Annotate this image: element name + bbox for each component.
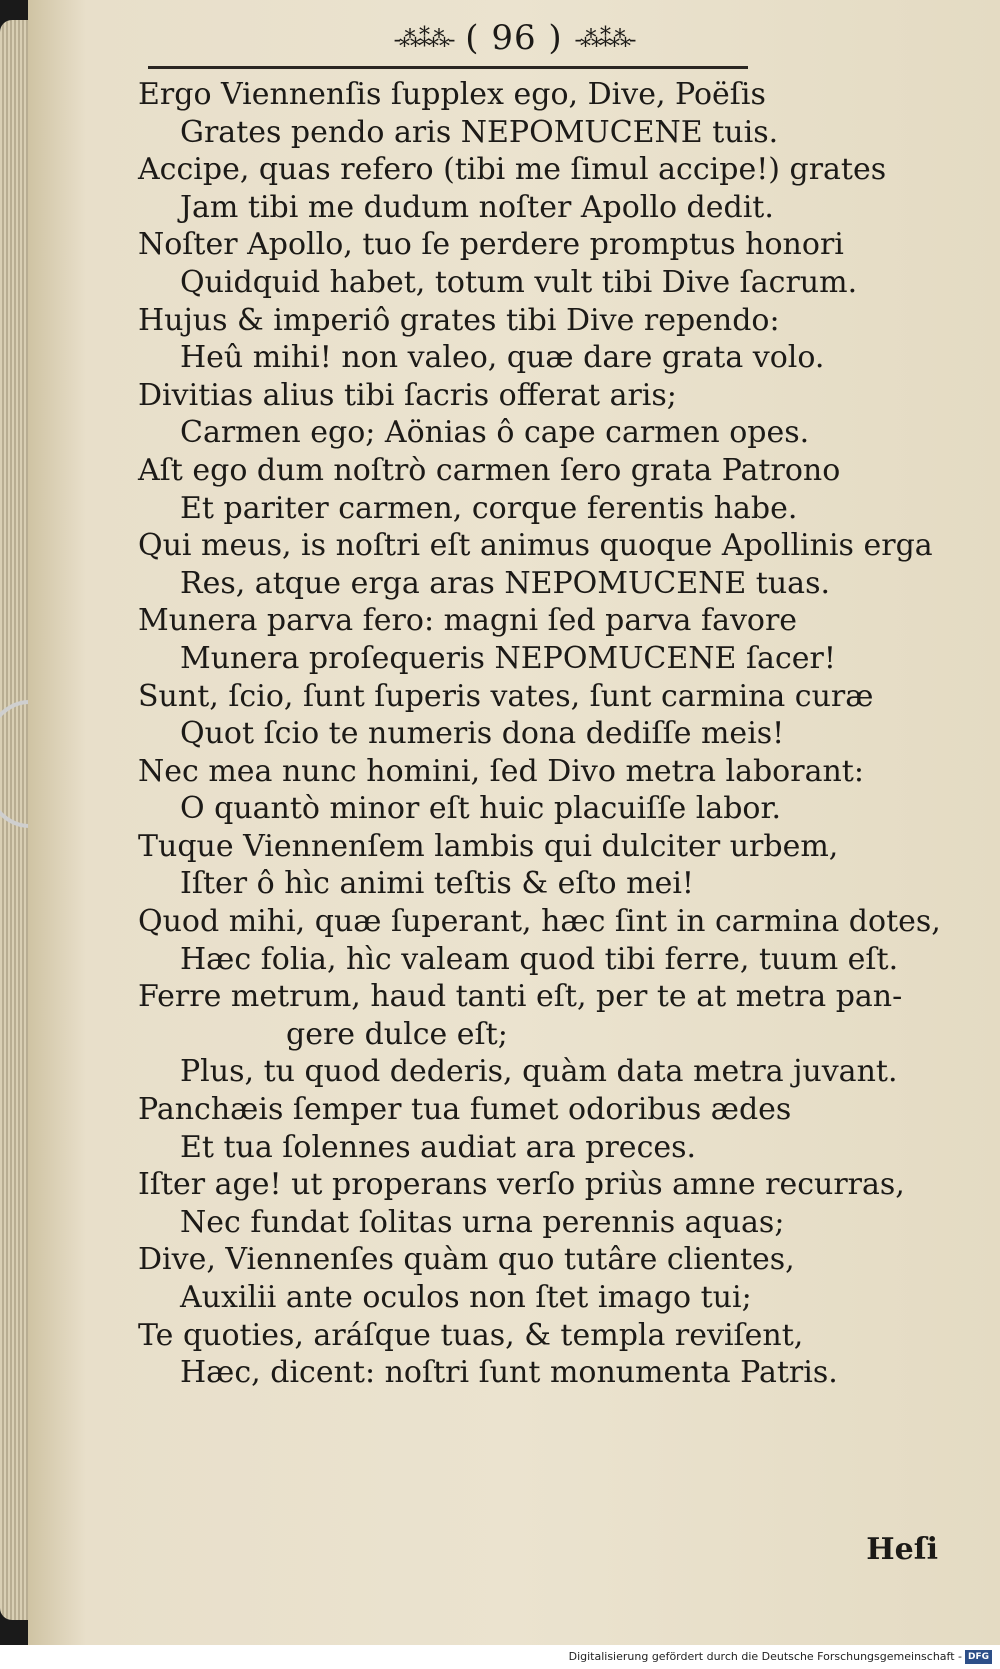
header-ornament-right: -⁂⁑⁂- — [574, 27, 635, 53]
poem-line: Hæc folia, hìc valeam quod tibi ferre, tuum eſt. — [180, 941, 899, 977]
poem-line: Qui meus, is noſtri eſt animus quoque Apollinis erga — [138, 528, 933, 564]
poem-line: Res, atque erga aras NEPOMUCENE tuas. — [180, 565, 830, 601]
poem-line: Sunt, ſcio, ſunt ſuperis vates, ſunt carmina curæ — [138, 678, 874, 714]
poem-line: Quot ſcio te numeris dona dediſſe meis! — [180, 716, 785, 752]
digitization-footer — [0, 1645, 1000, 1669]
poem-line: Nec mea nunc homini, ſed Divo metra laborant: — [138, 753, 864, 789]
poem-line: Iſter ô hìc animi teſtis & eſto mei! — [180, 866, 694, 902]
poem-line: Et pariter carmen, corque ferentis habe. — [180, 490, 798, 526]
poem-line: Grates pendo aris NEPOMUCENE tuis. — [180, 114, 779, 150]
poem-line: Auxilii ante oculos non ſtet imago tui; — [180, 1280, 752, 1315]
poem-line: Tuque Viennenſem lambis qui dulciter urbem, — [138, 828, 839, 864]
poem-line: Munera parva fero: magni ſed parva favore — [138, 603, 798, 639]
poem-line: Dive, Viennenſes quàm quo tutâre clientes, — [138, 1242, 795, 1278]
poem-line: Quod mihi, quæ ſuperant, hæc ſint in carmina dotes, — [138, 904, 941, 940]
poem-line: Heû mihi! non valeo, quæ dare grata volo. — [180, 340, 825, 376]
poem-line: Hujus & imperiô grates tibi Dive rependo: — [138, 302, 780, 338]
poem-line: Ferre metrum, haud tanti eſt, per te at metra pan- — [138, 979, 903, 1015]
poem-line: Te quoties, aráſque tuas, & templa reviſent, — [138, 1317, 804, 1353]
poem-line: Accipe, quas refero (tibi me ſimul accipe!) grates — [138, 152, 887, 188]
poem-line: Quidquid habet, totum vult tibi Dive ſacrum. — [180, 264, 858, 300]
poem-line: Munera proſequeris NEPOMUCENE ſacer! — [180, 640, 836, 676]
poem-line: Jam tibi me dudum noſter Apollo dedit. — [180, 189, 774, 225]
book-page — [28, 0, 1000, 1645]
poem-line: Plus, tu quod dederis, quàm data metra juvant. — [180, 1054, 898, 1090]
poem-line: Iſter age! ut properans verſo priùs amne recurras, — [138, 1167, 905, 1203]
poem-line: Hæc, dicent: noſtri ſunt monumenta Patris. — [180, 1355, 838, 1391]
page-header — [28, 18, 1000, 58]
poem-text — [138, 76, 988, 1392]
dfg-logo: DFG — [965, 1650, 992, 1664]
page-number: ( 96 ) — [465, 18, 563, 58]
footer-text: Digitalisierung gefördert durch die Deutsche Forschungsgemeinschaft - — [568, 1650, 962, 1663]
poem-line: O quantò minor eſt huic placuiſſe labor. — [180, 791, 782, 827]
poem-line: Et tua ſolennes audiat ara preces. — [180, 1129, 697, 1165]
catchword: Heſi — [866, 1532, 938, 1567]
poem-line: Ergo Viennenſis ſupplex ego, Dive, Poëſis — [138, 77, 766, 112]
header-ornament-left: -⁂⁑⁂- — [393, 27, 454, 53]
poem-line: Aſt ego dum noſtrò carmen ſero grata Patrono — [138, 452, 841, 488]
poem-line: Carmen ego; Aönias ô cape carmen opes. — [180, 415, 810, 451]
header-rule — [148, 66, 748, 69]
poem-line: Panchæis ſemper tua fumet odoribus ædes — [138, 1092, 792, 1128]
poem-line: gere dulce eſt; — [286, 1016, 508, 1052]
poem-line: Noſter Apollo, tuo ſe perdere promptus honori — [138, 227, 844, 263]
poem-line: Divitias alius tibi ſacris offerat aris; — [138, 377, 677, 413]
poem-line: Nec fundat ſolitas urna perennis aquas; — [180, 1204, 785, 1240]
